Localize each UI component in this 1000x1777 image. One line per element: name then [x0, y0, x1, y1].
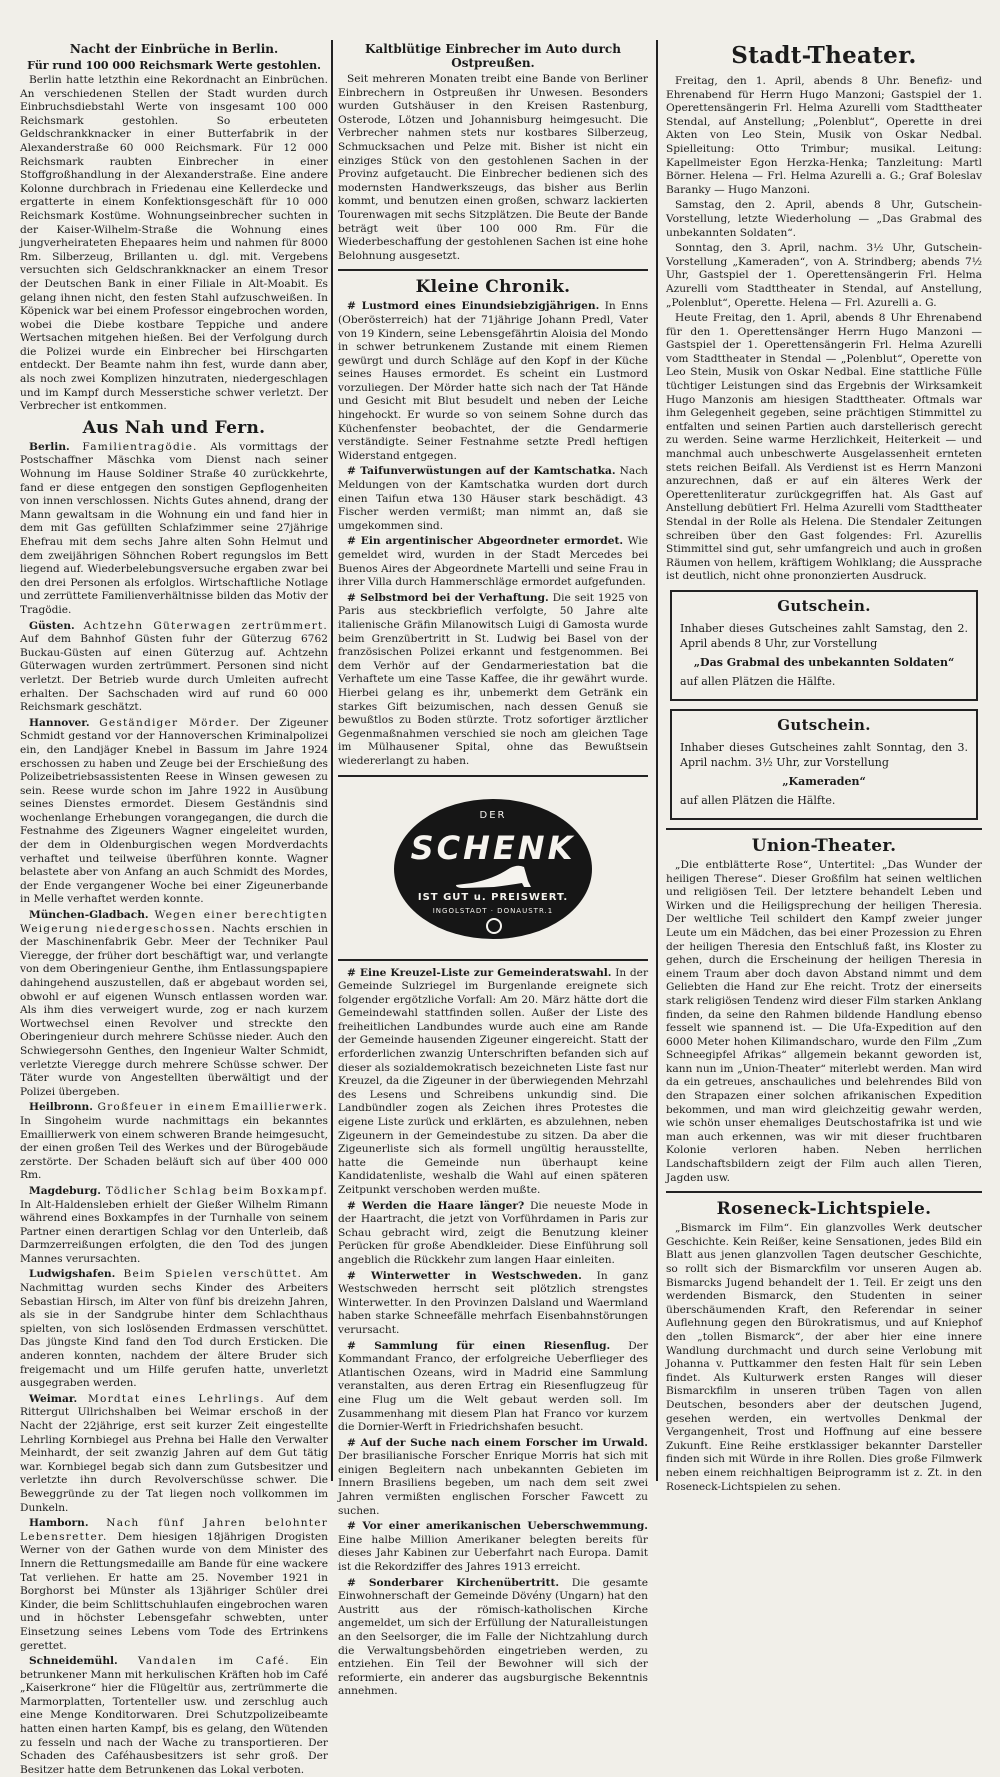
coupon-title: Gutschein.: [777, 715, 871, 734]
news-item-title: Mordtat eines Lehrlings.: [87, 1392, 265, 1405]
news-item-text: Die gesamte Einwohnerschaft der Gemeinde Dövény (Ungarn) hat den Austritt aus der römisch-katholischen Kirche angemeldet, um sich der Erfüllung der Naturalleistungen an den Seelsorger, die im Falle der Nichtzahlung durch die Verwaltungsbehörden eingetrieben werden, zu entziehen. Ein Teil der Bewohner will sich der reformierte, ein anderer das augsburgische Bekenntnis annehmen.: [338, 1576, 648, 1698]
news-item-lead: # Winterwetter in Westschweden.: [347, 1269, 582, 1282]
ad-slogan: IST GUT u. PREISWERT.: [417, 891, 569, 903]
news-item-text: Nach Meldungen von der Kamtschatka wurden dort durch einen Taifun etwa 130 Häuser stark beschädigt. 43 Fischer werden vermißt; man nimmt an, daß sie umgekommen sind.: [338, 465, 648, 532]
news-item-text: Der Kommandant Franco, der erfolgreiche Ueberflieger des Atlantischen Ozeans, wird in Madrid eine Sammlung veranstalten, aus deren Ertrag ein Riesenflugzeug für eine Flug um die Welt gebaut werden soll. Im Zusammenhang mit diesem Plan hat Franco vor kurzem die Dornier-Werft in Friedrichshafen besucht.: [338, 1339, 649, 1434]
news-item-text: Der Zigeuner Schmidt gestand vor der Hannoverschen Kriminalpolizei ein, den Landjäger Knebel in Bassum im Jahre 1924 erschossen zu haben und Zeuge bei der Erschießung des Polizeibetriebsassistenten Reese in Winsen gewesen zu sein. Reese wurde schon im Jahre 1922 in Ausübung seines Dienstes ermordet. Diesem Geständnis sind wochenlange Erhebungen vorangegangen, die durch die Festnahme des Zigeuners Wagner eingeleitet wurden, der dem in Oldenburgischen wegen Mordverdachts verhaftet und teilweise überführen konnte. Wagner belastete aber von Anfang an auch Schmidt des Mordes, der Ende vergangener Woche bei einer Zigeunerbande in Melle verhaftet werden konnte.: [20, 716, 329, 906]
news-item: [338, 535, 648, 589]
news-item: [338, 465, 648, 533]
news-item-title: Großfeuer in einem Emaillierwerk.: [97, 1101, 328, 1114]
article-body: Berlin hatte letzthin eine Rekordnacht an Einbrüchen. An verschiedenen Stellen der Stadt wurden durch Einbruchsdiebstahl Werte von insgesamt 100 000 Reichsmark gestohlen. So erbeuteten Geldschrankknacker in einer Butterfabrik in der Alexanderstraße 60 000 Reichsmark. Für 12 000 Reichsmark raubten Einbrecher in einer Stoffgroßhandlung in der Alexanderstraße. Eine andere Kolonne durchbrach in Friedenau eine Kellerdecke und ergatterte in einem Konfektionsgeschäft für 10 000 Reichsmark Kostüme. Wohnungseinbrecher suchten in der Kaiser-Wilhelm-Straße die Wohnung eines jungverheirateten Ehepaares heim und nahmen für 8000 Rm. Silberzeug, Brillanten u. dgl. mit. Vergebens versuchten sich Geldschrankknacker an einem Tresor der Deutschen Bank in einer Filiale in Alt-Moabit. Es gelang ihnen nicht, den festen Stahl aufzuschweißen. In Köpenick war bei einem Professor eingebrochen worden, wobei die Diebe kostbare Teppiche und andere Wertsachen mitgehen hießen. Bei der Verfolgung durch die Polizei wurde ein Einbrecher bei Hirschgarten entdeckt. Der Beamte nahm ihn fest, wurde dann aber, als noch zwei Komplizen hinzutraten, niedergeschlagen und im Kampf durch Messerstiche schwer verletzt. Der Verbrecher ist entkommen.: [20, 74, 328, 413]
news-item-title: Achtzehn Güterwagen zertrümmert.: [83, 619, 328, 632]
news-item-lead: Hannover.: [29, 716, 90, 729]
ad-kicker: DER: [479, 809, 507, 821]
news-item-title: Familientragödie.: [82, 440, 198, 453]
theater-paragraph: Samstag, den 2. April, abends 8 Uhr, Gutschein-Vorstellung, letzte Wiederholung — „Das Grabmal des unbekannten Soldaten“.: [666, 199, 982, 239]
chronicle-list: [338, 300, 648, 768]
news-item: [20, 909, 328, 1099]
news-item-list: [20, 441, 328, 1777]
news-item: [338, 1520, 648, 1574]
coupon-text: Inhaber dieses Gutscheines zahlt Samstag, den 2. April abends 8 Uhr, zur Vorstellung: [680, 621, 968, 650]
news-item-text: In Enns (Oberösterreich) hat der 71jährige Johann Predl, Vater von 19 Kindern, seine Lebensgefährtin Aloisia del Mondo in schwer betrunkenem Zustande mit einem Riemen gewürgt und durch Schläge auf den Kopf in der Küche seines Hauses ermordet. Es scheint ein Lustmord vorzuliegen. Der Mörder hatte sich nach der Tat Hände und Gesicht mit Blut besudelt und neben der Leiche hingehockt. Er wurde so von seinem Sohne durch das Küchenfenster beobachtet, der die Gendarmerie verständigte. Seiner Festnahme setzte Predl heftigen Widerstand entgegen.: [338, 300, 648, 462]
news-item: [20, 1517, 328, 1653]
news-item-title: Nach fünf Jahren belohnter Lebensretter.: [20, 1517, 328, 1543]
news-item-lead: # Selbstmord bei der Verhaftung.: [347, 591, 549, 604]
news-item: [20, 717, 328, 907]
news-item-text: Auf dem Bahnhof Güsten fuhr der Güterzug 6762 Buckau-Güsten auf einen Güterzug auf. Achtzehn Güterwagen wurden zertrümmert. Personen sind nicht verletzt. Der Betrieb wurde durch Umleiten aufrecht erhalten. Der Sachschaden wird auf rund 60 000 Reichsmark geschätzt.: [20, 633, 328, 714]
news-item-text: Auf dem Rittergut Ullrichshalben bei Weimar erschoß in der Nacht der 22jährige, erst seit kurzer Zeit eingestellte Lehrling Kornbiegel aus Prehna bei Halle den Verwalter Meinhardt, der seit zwanzig Jahren auf dem Gut tätig war. Kornbiegel begab sich dann zum Gutsbesitzer und verletzte ihn durch Revolverschüsse schwer. Die Beweggründe zu der Tat liegen noch vollkommen im Dunkeln.: [20, 1392, 328, 1514]
news-item: [20, 441, 328, 618]
ad-logo-icon: [486, 918, 502, 934]
news-item-text: In Singoheim wurde nachmittags ein bekanntes Emaillierwerk von einem schweren Brande heimgesucht, der einen großen Teil des Werkes und der Bürogebäude zerstörte. Der Schaden beläuft sich auf über 400 000 Rm.: [20, 1114, 328, 1182]
news-item: [338, 1437, 648, 1519]
coupon-footer: auf allen Plätzen die Hälfte.: [680, 674, 836, 688]
news-item-lead: # Eine Kreuzel-Liste zur Gemeinderatswahl.: [347, 966, 612, 979]
news-item: [338, 300, 648, 463]
news-item-text: Wie gemeldet wird, wurden in der Stadt Mercedes bei Buenos Aires der Abgeordnete Martelli und seine Frau in ihrer Villa durch Hammerschläge ermordet aufgefunden.: [338, 535, 648, 589]
news-item-title: Tödlicher Schlag beim Boxkampf.: [105, 1184, 329, 1197]
news-item-lead: # Sonderbarer Kirchenübertritt.: [347, 1576, 560, 1589]
headline-berlin-burglaries: Nacht der Einbrüche in Berlin.: [69, 42, 279, 56]
shoe-icon: [394, 859, 592, 891]
news-item-text: Ein betrunkener Mann mit herkulischen Kräften hob im Café „Kaiserkrone“ hier die Flügeltür aus, zertrümmerte die Marmorplatten, Tortenteller usw. und zerschlug auch eine Menge Konditorwaren. Drei Schutzpolizeibeamte hatten einen harten Kampf, bis es gelang, den Wütenden zu fesseln und nach der Wache zu transportieren. Der Schaden des Caféhausbesitzers ist sehr groß. Der Besitzer hatte dem Betrunkenen das Lokal verboten.: [20, 1655, 329, 1776]
article-body: Seit mehreren Monaten treibt eine Bande von Berliner Einbrechern in Ostpreußen ihr Unwesen. Besonders wurden Gutshäuser in den Kreisen Rastenburg, Osterode, Lötzen und Johannisburg heimgesucht. Die Verbrecher nahmen stets nur kostbares Silberzeug, Schmucksachen und Pelze mit. Bisher ist nicht ein einziges Stück von den gestohlenen Sachen in der Provinz aufgetaucht. Die Einbrecher bedienen sich des modernsten Handwerkszeugs, das bisher aus Berlin kommt, und benutzen einen großen, schwarz lackierten Tourenwagen mit sechs Sitzplätzen. Die Beute der Bande beträgt weit über 100 000 Rm. Für die Wiederbeschaffung der gestohlenen Sachen ist eine hohe Belohnung ausgesetzt.: [338, 73, 648, 262]
coupon-title: Gutschein.: [777, 596, 871, 615]
news-item: [338, 967, 648, 1198]
news-item-text: Nachts erschien in der Maschinenfabrik Gebr. Meer der Techniker Paul Vieregge, der früher dort beschäftigt war, und verlangte von dem Oberingenieur Genthe, ihm Entlassungspapiere dahingehend auszustellen, daß er abgebaut worden sei, obwohl er auf eigenen Wunsch entlassen worden war. Als ihm dies verweigert wurde, zog er nach kurzem Wortwechsel einen Revolver und streckte den Oberingenieur durch mehrere Schüsse nieder. Auch den Schwiegersohn Genthes, den Ingenieur Walter Schmidt, verletzte Vieregge durch mehrere Schüsse schwer. Der Täter wurde von Angestellten überwältigt und der Polizei übergeben.: [20, 922, 328, 1098]
news-item-lead: # Werden die Haare länger?: [347, 1199, 525, 1212]
news-item-text: Dem hiesigen 18jährigen Drogisten Werner von der Gathen wurde von dem Minister des Innern die Rettungsmedaille am Bande für eine wackere Tat verliehen. Er hatte am 25. November 1921 in Borghorst bei Münster als 13jähriger Schüler drei Kinder, die beim Schlittschuhlaufen eingebrochen waren und in höchster Lebensgefahr schwebten, unter Einsetzung seines Lebens vom Tode des Ertrinkens gerettet.: [20, 1530, 328, 1652]
coupon-saturday: [670, 590, 978, 701]
news-item-lead: Güsten.: [29, 619, 75, 632]
news-item: [20, 1268, 328, 1390]
shoe-advertisement: [394, 799, 592, 939]
news-item-lead: # Lustmord eines Einundsiebzigjährigen.: [347, 300, 600, 313]
ad-brand-name: SCHENK: [410, 828, 576, 867]
news-item-lead: # Sammlung für einen Riesenflug.: [347, 1339, 611, 1352]
news-item-text: In Alt-Haldensleben erhielt der Gießer Wilhelm Rimann während eines Boxkampfes in der Turnhalle von seinem Partner einen derartigen Schlag vor den Unterleib, daß Darmzerreißungen erfolgten, die den Tod des jungen Mannes verursachten.: [20, 1198, 328, 1265]
coupon-footer: auf allen Plätzen die Hälfte.: [680, 793, 836, 807]
column-left: [20, 40, 329, 1776]
subheadline: Für rund 100 000 Reichsmark Werte gestohlen.: [27, 59, 321, 72]
news-item: [338, 1577, 648, 1699]
news-item-text: Die seit 1925 von Paris aus steckbrieflich verfolgte, 50 Jahre alte italienische Gräfin Milanowitsch Luigi di Gamosta wurde beim Grenzübertritt in St. Ludwig bei Basel von der französischen Polizei erkannt und festgenommen. Bei dem Verhör auf der Gendarmeriestation bat die Verhaftete um eine Tasse Kaffee, die ihr gewährt wurde. Hierbei gelang es ihr, unbemerkt dem Getränk ein starkes Gift beizumischen, nach dessen Genuß sie bewußtlos zu Boden stürzte. Trotz sofortiger ärztlicher Gegenmaßnahmen verschied sie noch am gleichen Tage im Mülhausener Spital, ohne das Bewußtsein wiedererlangt zu haben.: [338, 591, 648, 767]
news-item-text: In der Gemeinde Sulzriegel im Burgenlande ereignete sich folgender ergötzliche Vorfall: Am 20. März hätte dort die Gemeindewahl stattfinden sollen. Außer der Liste des freiheitlichen Landbundes wurde auch eine am Rande der Gemeinde hausenden Zigeuner eingereicht. Statt der erforderlichen zwanzig Unterschriften befanden sich auf dieser als sozialdemokratisch bezeichneten Liste fast nur Kreuzel, da die Zigeuner in der überwiegenden Mehrzahl des Lesens und Schreibens unkundig sind. Die Landbündler zogen als Zeichen ihres Protestes die eigene Liste zurück und erklärten, es abzulehnen, neben Zigeunern in der Gemeindestube zu sitzen. Da aber die Zigeunerliste sich als formell ungültig herausstellte, hatte die Gemeinde nun überhaupt keine Kandidatenliste, weshalb die Wahl auf einen späteren Zeitpunkt verschoben werden mußte.: [338, 966, 649, 1196]
theater-paragraph: Freitag, den 1. April, abends 8 Uhr. Benefiz- und Ehrenabend für Herrn Hugo Manzoni; Gastspiel der 1. Operettensängerin Frl. Helma Azurelli vom Stadttheater Stendal, auf Anstellung; „Polenblut“, Operette in drei Akten von Leo Stein, Musik von Oskar Nedbal. Spielleitung: Otto Trimbur; musikal. Leitung: Kapellmeister Egon Herzka-Henka; Tanzleitung: Martl Börner. Helena — Frl. Helma Azurelli a. G.; Graf Boleslav Baranky — Hugo Manzoni.: [666, 75, 982, 196]
divider: [666, 828, 982, 830]
news-item-text: Der brasilianische Forscher Enrique Morris hat sich mit einigen Begleitern nach unbekannten Gebieten im Innern Brasiliens begeben, um nach dem seit zwei Jahren vermißten englischen Forscher Fawcett zu suchen.: [338, 1450, 648, 1517]
coupon-play: „Das Grabmal des unbekannten Soldaten“: [693, 655, 955, 669]
news-item-lead: Weimar.: [29, 1392, 78, 1405]
news-item: [20, 1393, 328, 1515]
news-item-lead: Ludwigshafen.: [29, 1268, 116, 1281]
divider: [338, 269, 648, 271]
news-item-title: Wegen einer berechtigten Weigerung niedergeschossen.: [20, 909, 328, 935]
divider: [338, 959, 648, 961]
news-item-lead: Schneidemühl.: [29, 1655, 118, 1668]
news-item-text: Eine halbe Million Amerikaner belegten bereits für dieses Jahr Kabinen zur Ueberfahrt nach Europa. Damit ist die Rekordziffer des Jahres 1913 erreicht.: [338, 1533, 648, 1574]
divider: [338, 775, 648, 777]
news-item: [20, 1185, 328, 1267]
section-title-roseneck: Roseneck-Lichtspiele.: [716, 1199, 932, 1220]
coupon-text: Inhaber dieses Gutscheines zahlt Sonntag, den 3. April nachm. 3½ Uhr, zur Vorstellung: [680, 740, 968, 769]
section-title-union-theater: Union-Theater.: [751, 835, 897, 856]
divider: [666, 1191, 982, 1193]
news-item-title: Beim Spielen verschüttet.: [123, 1268, 303, 1281]
news-item: [338, 1200, 648, 1268]
coupon-play: „Kameraden“: [782, 774, 866, 788]
theater-program: [666, 75, 982, 584]
news-item-text: Am Nachmittag wurden sechs Kinder des Arbeiters Sebastian Hirsch, im Alter von fünf bis dreizehn Jahren, als sie in der Sandgrube hinter dem Schlachthaus spielten, von sich loslösenden Erdmassen verschüttet. Das jüngste Kind fand den Tod durch Ersticken. Die anderen konnten, nachdem der ältere Bruder sich freigemacht und um Hilfe gerufen hatte, unverletzt ausgegraben werden.: [20, 1268, 328, 1390]
news-item-lead: Hamborn.: [29, 1517, 89, 1530]
article-body: „Bismarck im Film“. Ein glanzvolles Werk deutscher Geschichte. Kein Reißer, keine Sensationen, jedes Bild ein Blatt aus jenen glanzvollen Tagen deutscher Geschichte, so rollt sich der Bismarckfilm vor unseren Augen ab. Bismarcks Jugend behandelt der 1. Teil. Er zeigt uns den werdenden Bismarck, den Studenten in seiner überschäumenden Kraft, den Referendar in seiner Auflehnung gegen den Bürokratismus, und auf Kniephof den „tollen Bismarck“, der aber hier eine innere Wandlung durchmacht und durch seine Verlobung mit Johanna v. Puttkammer den festen Halt für sein Leben findet. Als Kulturwerk ersten Ranges will dieser Bismarckfilm in unseren trüben Tagen von allen Deutschen, besonders aber der deutschen Jugend, gesehen werden, ein wertvolles Denkmal der Vergangenheit, Trost und Hoffnung auf eine bessere Zukunft. Eine Reihe erstklassiger bekannter Darsteller finden sich mit Würde in ihre Rollen. Dies große Filmwerk neben einem reichhaltigen Beiprogramm ist z. Zt. in den Roseneck-Lichtspielen zu sehen.: [666, 1222, 982, 1493]
news-item-lead: Heilbronn.: [29, 1101, 93, 1114]
news-item: [338, 1270, 648, 1338]
news-item: [20, 620, 328, 715]
article-body: „Die entblätterte Rose“, Untertitel: „Das Wunder der heiligen Therese“. Dieser Großfilm hat seinen weltlichen und religiösen Teil. Der letztere behandelt Leben und Wirken und die Heiligsprechung der heiligen Theresia. Der weltliche Teil schildert den Kampf zweier junger Leute um ein Mädchen, das bei einer Prozession zu Ehren der heiligen Theresia den Entschluß faßt, ins Kloster zu gehen, durch die Erscheinung der heiligen Theresia in einem Traum aber doch davon Abstand nimmt und dem Geliebten die Hand zur Ehe reicht. Trotz der einerseits stark religiösen Tendenz wird dieser Film starken Anklang finden, da seine den Rahmen bildende Handlung ebenso fesselt wie spannend ist. — Die Ufa-Expedition auf den 6000 Meter hohen Kilimandscharo, wurde den Film „Zum Schneegipfel Afrikas“ allgemein bekannt geworden ist, kann nun im „Union-Theater“ miterlebt werden. Man wird da ein getreues, anschauliches und belehrendes Bild von den Strapazen einer solchen afrikanischen Expedition bekommen, und man wird gleichzeitig gewahr werden, wie schön unser ehemaliges Deutschostafrika ist und wie man auch erkennen, was wir mit dieser fruchtbaren Kolonie verloren haben. Neben herrlichen Landschaftsbildern zeigt der Film auch allen Tieren, Jagden usw.: [666, 858, 982, 1184]
ad-address: INGOLSTADT · DONAUSTR.1: [432, 906, 554, 915]
section-title-kleine-chronik: Kleine Chronik.: [415, 277, 571, 298]
news-item-lead: # Vor einer amerikanischen Ueberschwemmung.: [347, 1520, 648, 1533]
section-title-stadt-theater: Stadt-Theater.: [731, 42, 917, 69]
news-item: [20, 1655, 328, 1777]
chronicle-list-lower: [338, 967, 648, 1699]
theater-paragraph: Heute Freitag, den 1. April, abends 8 Uhr Ehrenabend für den 1. Operettensänger Herrn Hugo Manzoni — Gastspiel der 1. Operettensängerin Frl. Helma Azurelli vom Stadttheater in Stendal — „Polenblut“, Operette von Leo Stein, Musik von Oskar Nedbal. Eine stattliche Fülle tüchtiger Leistungen sind das Ergebnis der Wirksamkeit Hugo Manzonis am hiesigen Stadttheater. Oftmals war ihm Gelegenheit gegeben, seine prächtigen Stimmittel zu entfalten und seinen Partien auch darstellerisch gerecht zu werden. Seine warme Herzlichkeit, Heiterkeit — und manchmal auch unbeschwerte Ausgelassenheit ernteten stets reichen Beifall. Als Verdienst ist es Herrn Manzoni anzurechnen, daß er auf ein älteres Werk der Operettenliteratur zurückgegriffen hat. Als Gast auf Anstellung debütiert Frl. Helma Azurelli vom Stadttheater Stendal in der Rolle als Helena. Die Stendaler Zeitungen schreiben über den Gast folgendes: Frl. Azurellis Stimmittel sind gut, sehr umfangreich und auch in großen Räumen von hellem, kräftigem Wohlklang; die Aussprache ist deutlich, nicht ohne prononzierten Ausdruck.: [666, 312, 982, 583]
section-title-aus-nah-und-fern: Aus Nah und Fern.: [82, 417, 266, 438]
news-item-lead: # Ein argentinischer Abgeordneter ermordet.: [347, 535, 624, 548]
news-item-title: Geständiger Mörder.: [99, 716, 241, 729]
theater-paragraph: Sonntag, den 3. April, nachm. 3½ Uhr, Gutschein-Vorstellung „Kameraden“, von A. Strindberg; abends 7½ Uhr, Gastspiel der 1. Operettensängerin Frl. Helma Azurelli vom Stadttheater in Stendal, auf Anstellung, „Polenblut“, Operette. Helena — Frl. Azurelli a. G.: [666, 242, 982, 309]
headline-east-prussia-burglars: Kaltblütige Einbrecher im Auto durch Ostpreußen.: [365, 42, 621, 70]
column-rule: [331, 40, 333, 1481]
column-middle: [338, 40, 649, 1698]
news-item-title: Vandalen im Café.: [138, 1655, 290, 1668]
column-rule: [656, 40, 658, 1481]
news-item-lead: Magdeburg.: [29, 1184, 101, 1197]
news-item-lead: # Taifunverwüstungen auf der Kamtschatka.: [347, 465, 616, 478]
coupon-sunday: [670, 709, 978, 820]
news-item-lead: # Auf der Suche nach einem Forscher im Urwald.: [347, 1436, 648, 1449]
news-item: [20, 1101, 328, 1183]
column-right: [666, 40, 982, 1493]
news-item-text: In ganz Westschweden herrscht seit plötzlich strengstes Winterwetter. In den Provinzen Dalsland und Waermland haben starke Schneefälle mehrfach Eisenbahnstörungen verursacht.: [338, 1269, 648, 1336]
news-item-text: Die neueste Mode in der Haartracht, die jetzt von Vorführdamen in Paris zur Schau gebracht wird, zeigt die Benutzung kleiner Perücken für große Abendkleider. Diese Einführung soll angeblich die Rückkehr zum langen Haar einleiten.: [338, 1199, 649, 1266]
news-item: [338, 1340, 648, 1435]
news-item-lead: Berlin.: [29, 440, 70, 453]
news-item-text: Als vormittags der Postschaffner Mäschka vom Dienst nach seiner Wohnung im Hause Soldiner Straße 40 zurückkehrte, fand er diese entgegen den sonstigen Gepflogenheiten von innen verschlossen. Nichts Gutes ahnend, drang der Mann gewaltsam in die Wohnung ein und fand hier in dem mit Gas gefüllten Schlafzimmer seine 27jährige Ehefrau mit dem sechs Jahre alten Sohn Helmut und dem zweijährigen Söhnchen Robert regungslos im Bett liegend auf. Wiederbelebungsversuche ergaben zwar bei den drei Personen als erfolglos. Wirtschaftliche Notlage und zerrüttete Familienverhältnisse bilden das Motiv der Tragödie.: [20, 440, 329, 616]
news-item-lead: München-Gladbach.: [29, 909, 149, 922]
news-item: [338, 592, 648, 769]
